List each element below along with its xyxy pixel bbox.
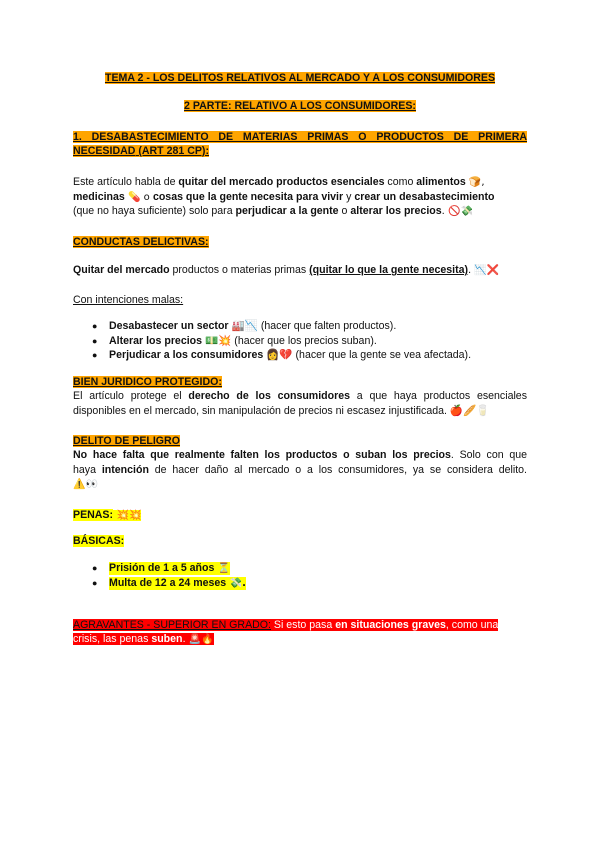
document-subtitle xyxy=(0,100,600,113)
paragraph-line xyxy=(73,205,473,218)
text-run: 2 PARTE: RELATIVO A LOS CONSUMIDORES: xyxy=(184,100,416,112)
section-heading-line2 xyxy=(73,145,209,158)
delito-heading xyxy=(73,435,180,448)
text-run: NECESIDAD xyxy=(73,145,136,157)
paragraph-line xyxy=(73,191,494,204)
text-run: 1. DESABASTECIMIENTO DE MATERIAS PRIMAS O PRODUCTOS DE PRIMERA xyxy=(73,131,527,143)
text-run: alterar los precios xyxy=(350,205,442,217)
section-heading-line1 xyxy=(73,131,527,144)
text-run: productos o materias primas xyxy=(169,264,310,276)
paragraph-line xyxy=(73,449,527,462)
text-run: Con intenciones malas: xyxy=(73,294,184,306)
text-run: derecho de los consumidores xyxy=(188,390,351,402)
text-run: Si esto pasa xyxy=(270,619,336,631)
text-run: quitar del mercado productos esenciales xyxy=(178,176,385,188)
text-run: . Solo con que xyxy=(450,449,527,461)
text-run: (que no haya suficiente) solo para xyxy=(73,205,236,217)
text-run: alimentos xyxy=(416,176,466,188)
bullet-icon: ● xyxy=(92,578,98,588)
text-run: AGRAVANTES - SUPERIOR EN GRADO: xyxy=(73,619,271,631)
text-run: 🏭📉 (hacer que falten productos). xyxy=(228,320,397,332)
text-run: perjudicar a la gente xyxy=(235,205,339,217)
text-run: crear un desabastecimiento xyxy=(354,191,495,203)
bien-heading xyxy=(73,376,222,389)
text-run: cosas que la gente necesita para vivir xyxy=(152,191,344,203)
text-run: intención xyxy=(101,464,149,476)
text-run: crisis, las penas xyxy=(73,633,152,645)
paragraph-line xyxy=(73,176,485,189)
text-run: Multa de 12 a 24 meses xyxy=(109,577,227,589)
text-run: (quitar lo que la gente necesita) xyxy=(309,264,469,276)
text-run: (ART 281 CP): xyxy=(135,145,209,157)
text-run: 💊 o xyxy=(124,192,153,203)
text-run: suben xyxy=(151,633,183,645)
penas-heading xyxy=(73,509,141,522)
conductas-line xyxy=(73,264,499,277)
text-run: en situaciones graves xyxy=(335,619,446,631)
bullet-icon: ● xyxy=(92,336,98,346)
text-run: 💵💥 (hacer que los precios suban). xyxy=(202,335,377,347)
text-run: de hacer daño al mercado o a los consumidores, ya se considera delito. xyxy=(148,464,528,476)
text-run: , como una xyxy=(445,619,499,631)
text-run: . 🚫💸 xyxy=(441,206,473,217)
bullet-icon: ● xyxy=(92,321,98,331)
text-run: a que haya productos esenciales xyxy=(350,390,528,402)
text-run: como xyxy=(384,176,417,188)
text-run: 🍞, xyxy=(465,177,485,188)
conductas-heading xyxy=(73,236,209,249)
paragraph-line xyxy=(73,478,98,491)
text-run: 💥💥 xyxy=(113,510,142,521)
text-run: CONDUCTAS DELICTIVAS: xyxy=(73,236,209,248)
text-run: y xyxy=(343,191,355,203)
agravantes-line xyxy=(73,633,214,646)
text-run: Quitar del mercado xyxy=(73,264,170,276)
text-run: El artículo protege el xyxy=(73,390,189,402)
text-run: ⏳ xyxy=(214,563,231,574)
text-run: Este artículo habla de xyxy=(73,176,179,188)
text-run: No hace falta que realmente falten los productos o suban los precios xyxy=(73,449,451,461)
text-run: . 🚨🔥 xyxy=(182,634,214,645)
text-run: haya xyxy=(73,464,102,476)
text-run: PENAS: xyxy=(73,509,114,521)
paragraph-line xyxy=(73,390,527,403)
bullet-icon: ● xyxy=(92,350,98,360)
text-run: Alterar los precios xyxy=(109,335,203,347)
text-run: medicinas xyxy=(73,191,125,203)
text-run: . 📉❌ xyxy=(468,265,500,276)
text-run: Prisión de 1 a 5 años xyxy=(109,562,215,574)
text-run: TEMA 2 - LOS DELITOS RELATIVOS AL MERCADO Y A LOS CONSUMIDORES xyxy=(104,72,496,84)
intenciones-label xyxy=(73,294,183,307)
paragraph-line xyxy=(73,464,527,477)
text-run: BIEN JURIDICO PROTEGIDO: xyxy=(73,376,222,388)
text-run: 💸. xyxy=(226,578,246,589)
document-title xyxy=(0,72,600,85)
text-run: BÁSICAS: xyxy=(73,535,125,547)
text-run: Perjudicar a los consumidores xyxy=(109,349,264,361)
text-run: o xyxy=(338,205,351,217)
agravantes-line xyxy=(73,619,498,632)
text-run: Desabastecer un sector xyxy=(109,320,229,332)
text-run: 👩💔 (hacer que la gente se vea afectada). xyxy=(263,349,472,361)
text-run: DELITO DE PELIGRO xyxy=(73,435,180,447)
basicas-heading xyxy=(73,535,124,548)
paragraph-line xyxy=(73,405,489,418)
text-run: ⚠️👀 xyxy=(73,479,98,490)
bullet-icon: ● xyxy=(92,563,98,573)
text-run: disponibles en el mercado, sin manipulación de precios ni escasez injustificada. 🍎🥖🥛 xyxy=(73,405,490,417)
